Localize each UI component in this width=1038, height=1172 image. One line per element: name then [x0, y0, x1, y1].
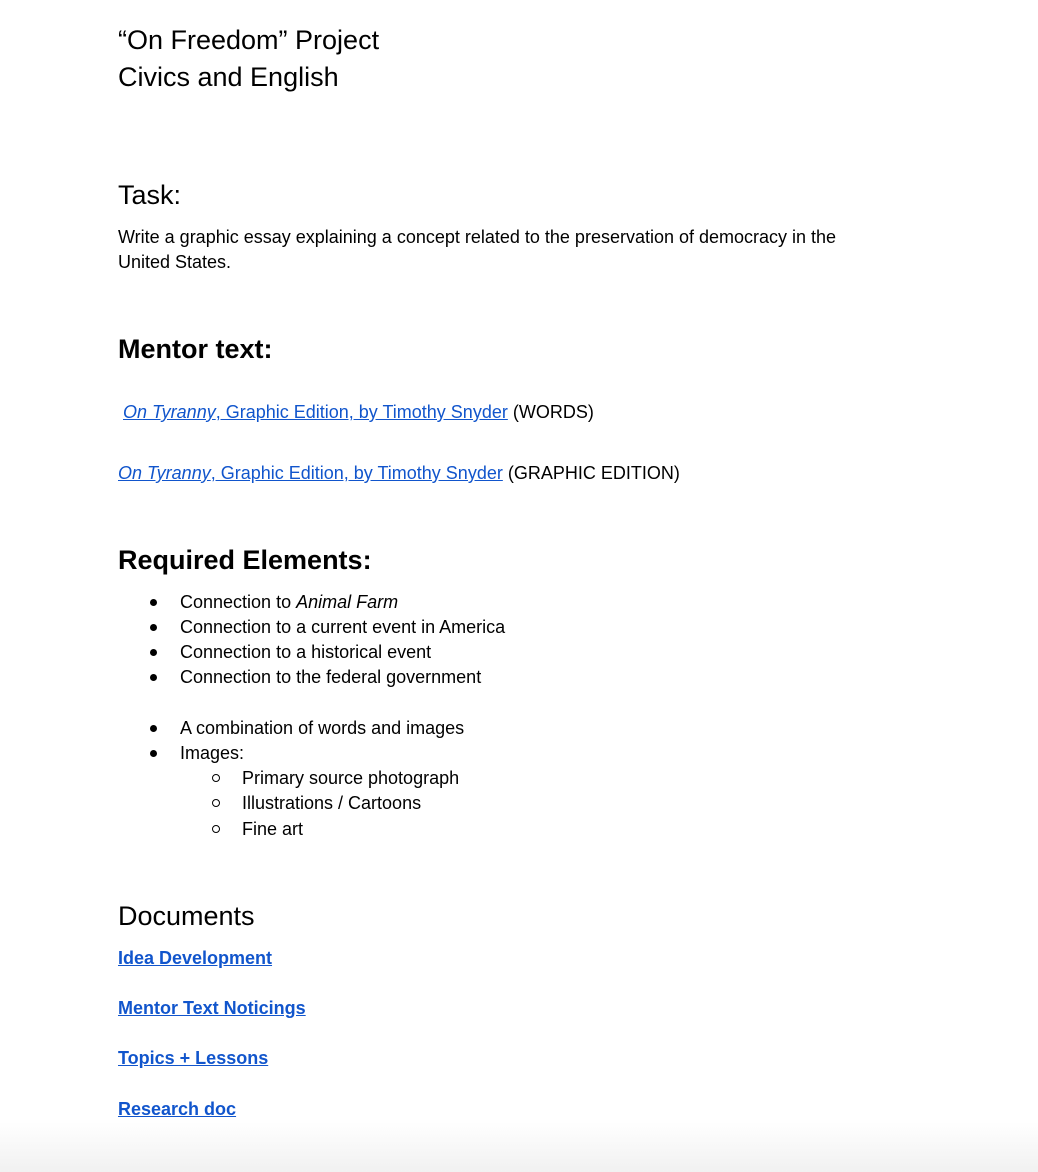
list-item-text: Connection to a historical event: [180, 642, 432, 662]
bullet-circle-icon: [212, 799, 220, 807]
list-item-text: Images:: [180, 743, 245, 763]
mentor-text-noticings-link[interactable]: Mentor Text Noticings: [118, 998, 306, 1018]
bullet-dot-icon: [150, 674, 157, 681]
task-text-line1: Write a graphic essay explaining a concept related to the preservation of democracy in the: [118, 227, 837, 247]
sub-list-item-text: Fine art: [242, 819, 304, 839]
link-italic-title: On Tyranny: [123, 402, 216, 422]
on-tyranny-graphic-link[interactable]: [118, 463, 503, 483]
mentor-item-suffix: (WORDS): [507, 402, 594, 422]
link-italic-title: On Tyranny: [118, 463, 211, 483]
document-title: “On Freedom” Project: [118, 25, 380, 55]
list-item-text: Connection to the federal government: [180, 667, 482, 687]
mentor-text-heading: Mentor text:: [118, 334, 273, 364]
list-item-text: Connection to: [180, 592, 297, 612]
list-item-text: A combination of words and images: [180, 718, 465, 738]
bullet-dot-icon: [150, 624, 157, 631]
bullet-circle-icon: [212, 774, 220, 782]
bullet-dot-icon: [150, 649, 157, 656]
research-doc-link[interactable]: Research doc: [118, 1099, 237, 1119]
bullet-dot-icon: [150, 750, 157, 757]
list-item-text: Connection to a current event in America: [180, 617, 506, 637]
bullet-circle-icon: [212, 825, 220, 833]
task-text-line2: United States.: [118, 252, 232, 272]
idea-development-link[interactable]: Idea Development: [118, 948, 273, 968]
page-bottom-fade: [0, 1122, 1038, 1172]
document-subtitle: Civics and English: [118, 62, 339, 92]
on-tyranny-words-link[interactable]: [123, 402, 508, 422]
link-rest-text: , Graphic Edition, by Timothy Snyder: [210, 463, 503, 483]
mentor-item-words: [123, 400, 594, 424]
documents-heading: Documents: [118, 901, 255, 931]
bullet-dot-icon: [150, 599, 157, 606]
sub-list-item-text: Primary source photograph: [242, 768, 460, 788]
list-item-italic: Animal Farm: [296, 592, 399, 612]
mentor-item-graphic: [118, 461, 680, 485]
sub-list-item-text: Illustrations / Cartoons: [242, 793, 422, 813]
task-heading: Task:: [118, 180, 182, 210]
required-elements-heading: Required Elements:: [118, 545, 372, 575]
link-rest-text: , Graphic Edition, by Timothy Snyder: [215, 402, 508, 422]
topics-lessons-link[interactable]: Topics + Lessons: [118, 1048, 269, 1068]
mentor-item-suffix: (GRAPHIC EDITION): [502, 463, 680, 483]
bullet-dot-icon: [150, 725, 157, 732]
